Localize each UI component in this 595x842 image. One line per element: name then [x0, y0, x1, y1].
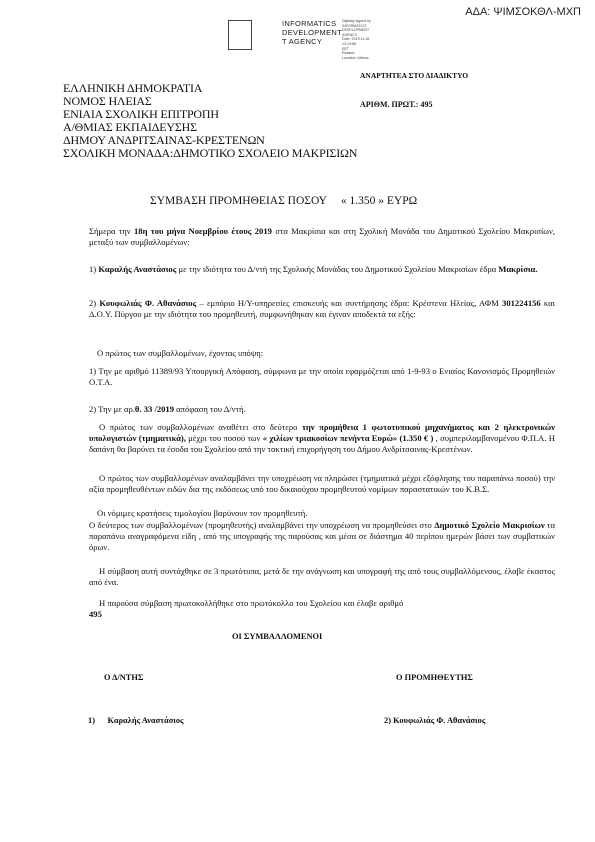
paragraph-protocol: Η παρούσα σύμβαση πρωτοκολλήθηκε στο πρωτόκολλο του Σχολείου και έλαβε αριθμό 495: [89, 598, 404, 620]
paragraph-payment: Ο πρώτος των συμβαλλομένων αναλαμβάνει την υποχρέωση να πληρώσει (τμηματικά μέχρι εξόφλησης του παραπάνω ποσού) την αξία προμηθευθέντων ειδών δια της εκδόσεως υπό του δικαιούχου προμηθευτού νομίμων παραστατικών του Κ.Β.Σ.: [89, 473, 555, 495]
paragraph-party-1: 1) Καραλής Αναστάσιος με την ιδιότητα του Δ/ντή της Σχολικής Μονάδας του Δημοτικού Σχολείου Μακρισίων έδρα Μακρίσια.: [89, 264, 538, 274]
paragraph-decision-1: 1) Την με αριθμό 11389/93 Υπουργική Απόφαση, σύμφωνα με την οποία εφαρμόζεται από 1-9-93 ο Ενιαίος Κανονισμός Προμηθειών Ο.Τ.Α.: [89, 366, 555, 388]
header-line-municipality: ΔΗΜΟΥ ΑΝΔΡΙΤΣΑΙΝΑΣ-ΚΡΕΣΤΕΝΩΝ: [63, 133, 265, 147]
director-label: Ο Δ/ΝΤΗΣ: [104, 673, 144, 682]
parties-heading: ΟΙ ΣΥΜΒΑΛΛΟΜΕΝΟΙ: [232, 632, 323, 641]
director-signature-name: 1) Καραλής Αναστάσιος: [88, 716, 184, 725]
document-title: ΣΥΜΒΑΣΗ ΠΡΟΜΗΘΕΙΑΣ ΠΟΣΟΥ « 1.350 » ΕΥΡΩ: [150, 195, 418, 207]
header-line-school: ΣΧΟΛΙΚΗ ΜΟΝΑΔΑ:ΔΗΜΟΤΙΚΟ ΣΧΟΛΕΙΟ ΜΑΚΡΙΣΙΩΝ: [63, 146, 358, 160]
paragraph-copies: Η σύμβαση αυτή συντάχθηκε σε 3 πρωτότυπα, μετά δε την ανάγνωση και υπογραφή της από τους συμβαλλόμενους, έλαβε έκαστος από ένα.: [89, 566, 555, 588]
paragraph-deductions: Οι νόμιμες κρατήσεις τιμολογίου βαρύνουν τον προμηθευτή.: [97, 508, 308, 518]
internet-posting-note: ΑΝΑΡΤΗΤΕΑ ΣΤΟ ΔΙΑΔΙΚΤΥΟ: [360, 71, 469, 80]
paragraph-intro: Σήμερα την 18η του μήνα Νοεμβρίου έτους 2019 στα Μακρίσια και στη Σχολική Μονάδα του Δημοτικού Σχολείου Μακρισίων, μεταξύ των συμβαλλομένων:: [89, 226, 555, 248]
signature-stamp-icon: [228, 20, 252, 50]
ada-code: ΑΔΑ: ΨΙΜΣΟΚΘΛ-ΜΧΠ: [465, 6, 581, 18]
supplier-label: Ο ΠΡΟΜΗΘΕΥΤΗΣ: [396, 673, 473, 682]
header-line-prefecture: ΝΟΜΟΣ ΗΛΕΙΑΣ: [63, 94, 152, 108]
digital-signature-logo: [228, 18, 378, 60]
header-line-education: Α/ΘΜΙΑΣ ΕΚΠΑΙΔΕΥΣΗΣ: [63, 120, 197, 134]
header-line-republic: ΕΛΛΗΝΙΚΗ ΔΗΜΟΚΡΑΤΙΑ: [63, 81, 203, 95]
paragraph-assignment: Ο πρώτος των συμβαλλομένων αναθέτει στο δεύτερο την προμήθεια 1 φωτοτυπικού μηχανήματος και 2 ηλεκτρονικών υπολογιστών (τμηματικά), μέχρι του ποσού των « χιλίων τριακοσίων πενήντα Ευρώ» (1.350 € ) , συμπεριλαμβανομένου Φ.Π.Α. Η δαπάνη θα βαρύνει τα έσοδα του Σχολείου από την τακτική επιχορήγηση του Δήμου Ανδρίτσαινας-Κρεστένων.: [89, 422, 556, 455]
paragraph-party-2: 2) Κουφωλιάς Φ. Αθανάσιος – εμπόριο Η/Υ-υπηρεσίες επισκευής και συντήρησης έδρα: Κρέστενα Ηλείας, ΑΦΜ 301224156 και Δ.Ο.Υ. Πύργου με την ιδιότητα του προμηθευτή, συμφωνήθηκαν και έγιναν αποδεκτά τα εξής:: [89, 298, 555, 320]
header-line-committee: ΕΝΙΑΙΑ ΣΧΟΛΙΚΗ ΕΠΙΤΡΟΠΗ: [63, 107, 219, 121]
protocol-number: ΑΡΙΘΜ. ΠΡΩΤ.: 495: [360, 100, 433, 109]
supplier-signature-name: 2) Κουφωλιάς Φ. Αθανάσιος: [384, 716, 486, 725]
logo-agency-name: INFORMATICS DEVELOPMENT T AGENCY: [282, 19, 342, 46]
paragraph-supplier-obligation: Ο δεύτερος των συμβαλλομένων (προμηθευτής) αναλαμβάνει την υποχρέωση να προμηθεύσει στο Δημοτικό Σχολείο Μακρισίων τα παραπάνω αναγραφόμενα είδη , από της υπογραφής της παρούσας και μέσα σε διάστημα 40 περίπου ημερών βάσει των συμβατικών όρων.: [89, 520, 556, 553]
paragraph-decision-2: 2) Την με αρ.θ. 33 /2019 απόφαση του Δ/ντή.: [89, 404, 246, 414]
signature-details: Digitally signed by INFORMATICS DEVELOPMENT AGENCY Date: 2019.11.18 13:19:58 EET Reason: Location: Athens: [342, 19, 371, 60]
paragraph-considering: Ο πρώτος των συμβαλλομένων, έχοντας υπόψη:: [97, 348, 264, 358]
